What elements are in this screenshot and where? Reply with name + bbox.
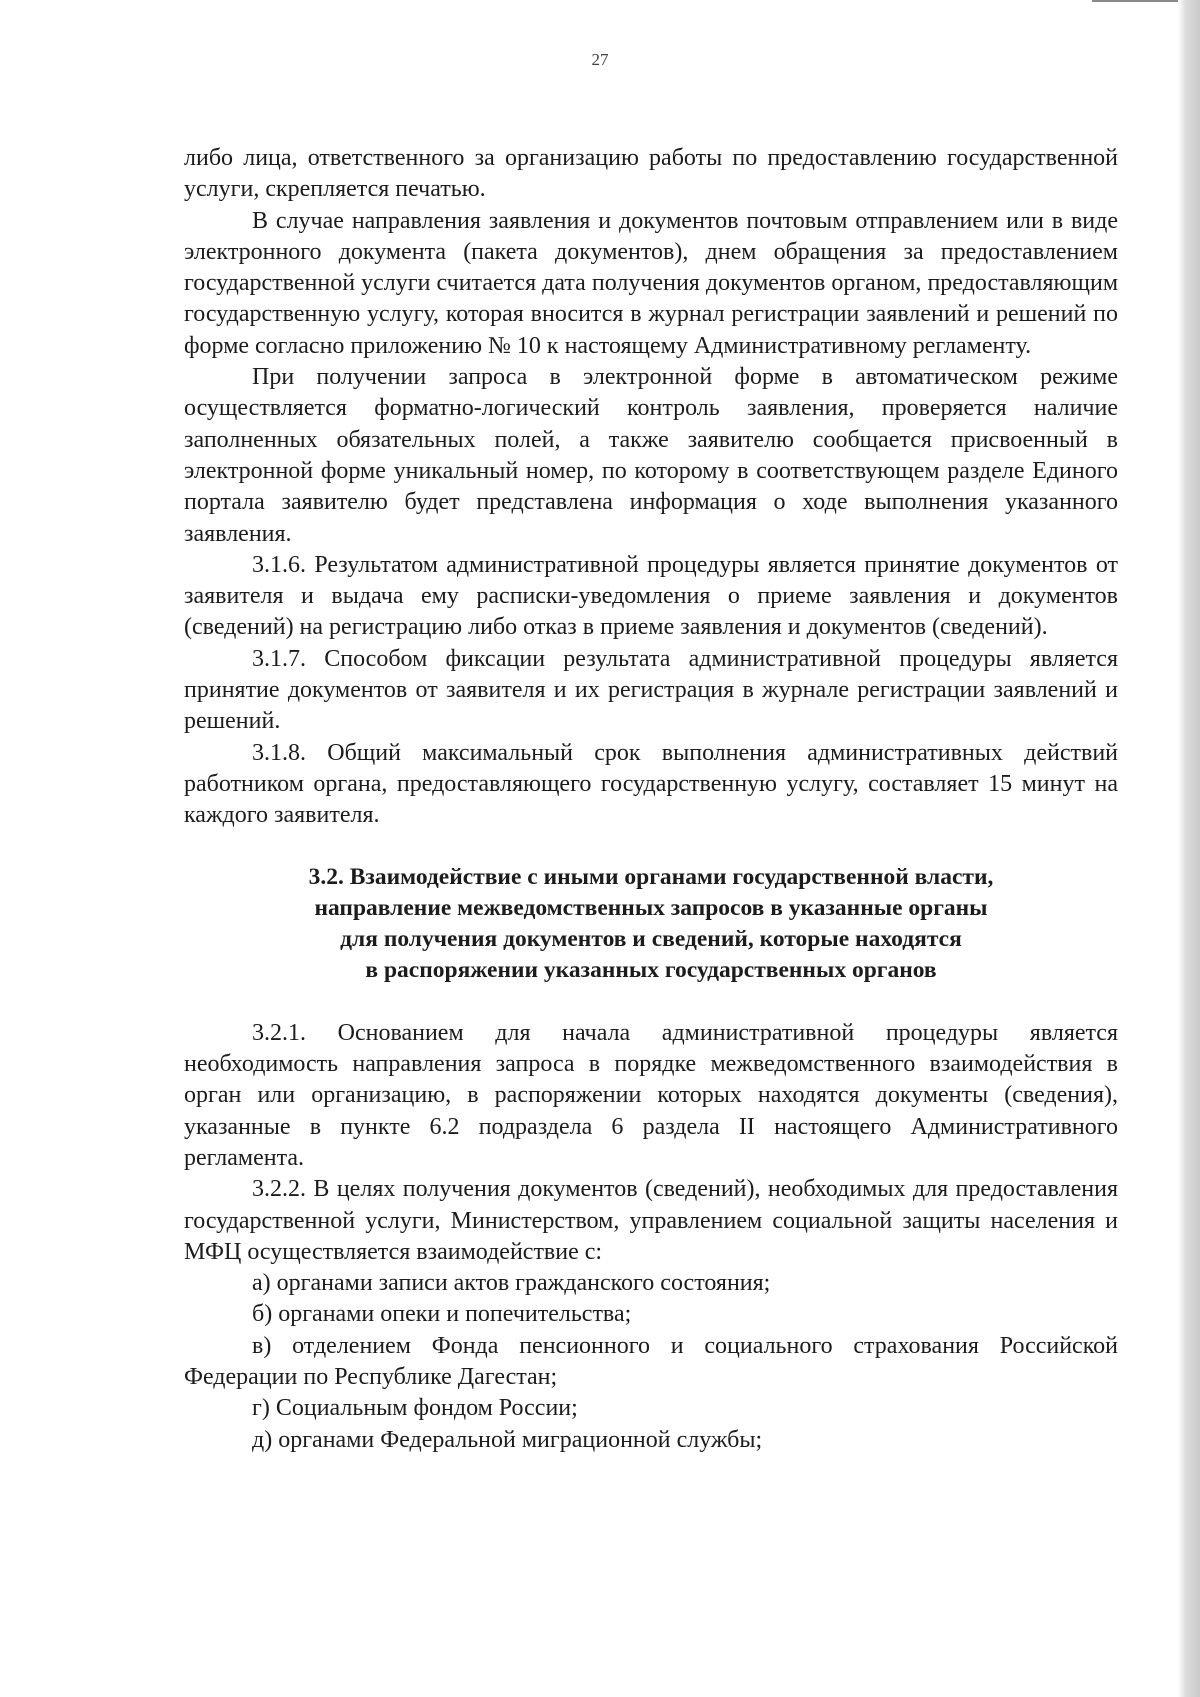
list-item-d: д) органами Федеральной миграционной службы; — [252, 1426, 763, 1453]
list-item-v: в) отделением Фонда пенсионного и социального страхования Российской Федерации по Республике Дагестан; — [184, 1332, 1118, 1390]
paragraphs-after — [184, 1018, 1118, 1456]
paragraph: При получении запроса в электронной форме в автоматическом режиме осуществляется форматно-логический контроль заявления, проверяется наличие заполненных обязательных полей, а также заявителю сообщается присвоенный в электронной форме уникальный номер, по которому в соответствующем разделе Единого портала заявителю будет представлена информация о ходе выполнения указанного заявления. — [184, 364, 1118, 547]
heading-line: для получения документов и сведений, которые находятся — [340, 926, 962, 953]
section-heading-3-2 — [184, 862, 1118, 987]
heading-line: 3.2. Взаимодействие с иными органами государственной власти, — [308, 863, 994, 890]
list-item-b: б) органами опеки и попечительства; — [252, 1301, 632, 1328]
heading-line: направление межведомственных запросов в указанные органы — [314, 894, 988, 921]
scan-edge-line — [1092, 0, 1182, 2]
paragraph-3-2-1: 3.2.1. Основанием для начала административной процедуры является необходимость направления запроса в порядке межведомственного взаимодействия в орган или организацию, в распоряжении которых находятся документы (сведения), указанные в пункте 6.2 подраздела 6 раздела II настоящего Административного регламента. — [184, 1019, 1118, 1171]
page-number: 27 — [591, 50, 609, 69]
paragraph-3-1-6: 3.1.6. Результатом административной процедуры является принятие документов от заявителя и выдача ему расписки-уведомления о приеме заявления и документов (сведений) на регистрацию либо отказ в приеме заявления и документов (сведений). — [184, 551, 1118, 641]
document-body — [184, 143, 1118, 1456]
paragraph: либо лица, ответственного за организацию работы по предоставлению государственной услуги, скрепляется печатью. — [184, 145, 1118, 203]
paragraphs-before — [184, 143, 1118, 832]
list-item-a: а) органами записи актов гражданского состояния; — [252, 1270, 771, 1297]
scan-shadow — [1178, 0, 1200, 1697]
paragraph-3-1-8: 3.1.8. Общий максимальный срок выполнения административных действий работником органа, предоставляющего государственную услугу, составляет 15 минут на каждого заявителя. — [184, 739, 1118, 829]
list-item-g: г) Социальным фондом России; — [252, 1395, 578, 1422]
heading-line: в распоряжении указанных государственных органов — [365, 957, 937, 984]
paragraph-3-1-7: 3.1.7. Способом фиксации результата административной процедуры является принятие документов от заявителя и их регистрация в журнале регистрации заявлений и решений. — [184, 645, 1118, 735]
paragraph: В случае направления заявления и документов почтовым отправлением или в виде электронного документа (пакета документов), днем обращения за предоставлением государственной услуги считается дата получения документов органом, предоставляющим государственную услугу, которая вносится в журнал регистрации заявлений и решений по форме согласно приложению № 10 к настоящему Административному регламенту. — [184, 207, 1118, 359]
paragraph-3-2-2: 3.2.2. В целях получения документов (сведений), необходимых для предоставления государственной услуги, Министерством, управлением социальной защиты населения и МФЦ осуществляется взаимодействие с: — [184, 1176, 1118, 1265]
